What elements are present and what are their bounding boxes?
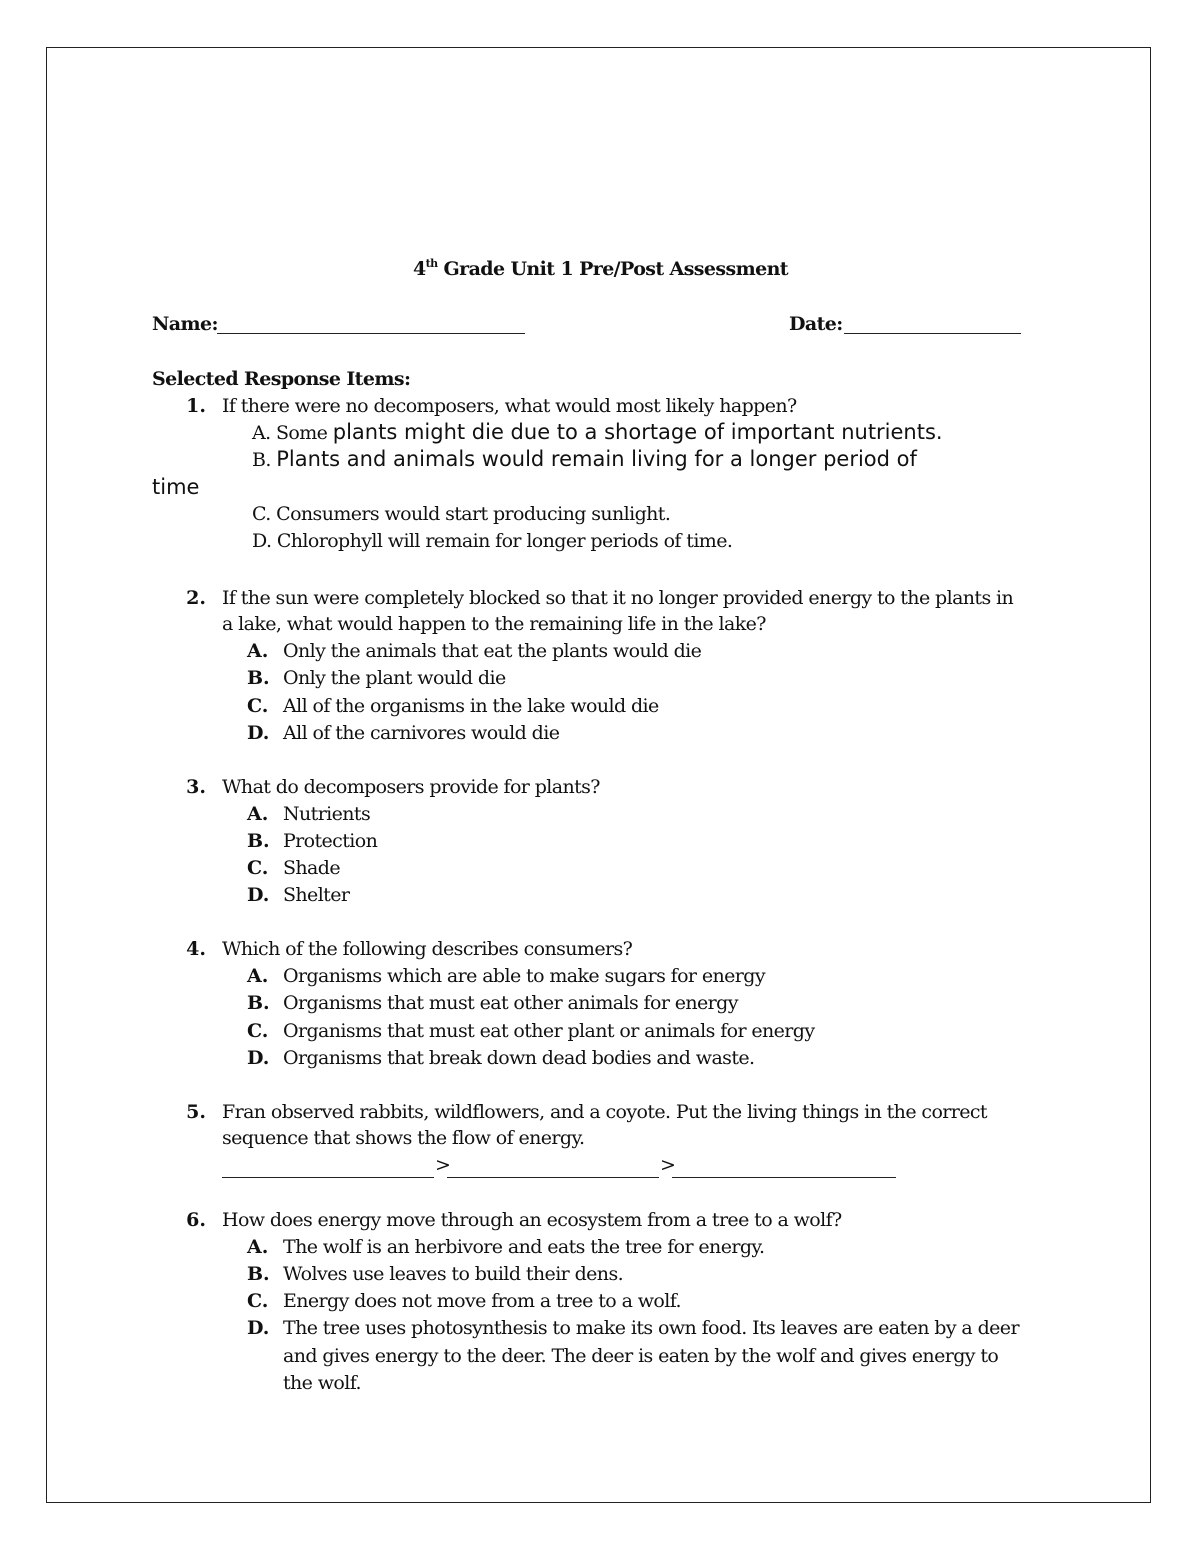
sequence-blank-2[interactable] [447, 1177, 659, 1178]
question-4-option-a-letter: A. [247, 965, 269, 987]
question-6-option-a-letter: A. [247, 1236, 269, 1258]
question-6-option-d[interactable]: The tree uses photosynthesis to make its own food. Its leaves are eaten by a deer [283, 1317, 1019, 1339]
question-1-option-d[interactable]: D. Chlorophyll will remain for longer periods of time. [252, 530, 733, 552]
question-6-text: How does energy move through an ecosystem from a tree to a wolf? [222, 1209, 842, 1231]
question-2-option-a-letter: A. [247, 640, 269, 662]
question-2-number: 2. [186, 587, 206, 609]
question-4-option-c-letter: C. [247, 1020, 269, 1042]
question-4-option-d-letter: D. [247, 1047, 270, 1069]
section-heading: Selected Response Items: [152, 368, 411, 390]
question-4-option-d[interactable]: Organisms that break down dead bodies and waste. [283, 1047, 755, 1069]
question-6-option-d-letter: D. [247, 1317, 270, 1339]
question-4-option-a[interactable]: Organisms which are able to make sugars for energy [283, 965, 765, 987]
question-5-text: Fran observed rabbits, wildflowers, and a coyote. Put the living things in the correct [222, 1101, 987, 1123]
option-letter: A [252, 422, 266, 444]
question-6-option-c[interactable]: Energy does not move from a tree to a wolf. [283, 1290, 681, 1312]
question-6-option-a[interactable]: The wolf is an herbivore and eats the tree for energy. [283, 1236, 765, 1258]
question-6-option-b[interactable]: Wolves use leaves to build their dens. [283, 1263, 624, 1285]
question-5-number: 5. [186, 1101, 206, 1123]
question-3-option-c[interactable]: Shade [283, 857, 340, 879]
sequence-arrow-2: > [660, 1154, 676, 1176]
question-4-option-b[interactable]: Organisms that must eat other animals for energy [283, 992, 738, 1014]
question-2-text: If the sun were completely blocked so that it no longer provided energy to the plants in [222, 587, 1014, 609]
question-4-option-b-letter: B. [247, 992, 270, 1014]
question-2-text-cont: a lake, what would happen to the remaining life in the lake? [222, 613, 766, 635]
question-2-option-c-letter: C. [247, 695, 269, 717]
name-label: Name: [152, 313, 218, 335]
question-4-number: 4. [186, 938, 206, 960]
question-3-option-c-letter: C. [247, 857, 269, 879]
question-6-option-b-letter: B. [247, 1263, 270, 1285]
question-3-option-d[interactable]: Shelter [283, 884, 350, 906]
question-6-number: 6. [186, 1209, 206, 1231]
sequence-blank-3[interactable] [672, 1177, 896, 1178]
question-1-option-b[interactable]: B. Plants and animals would remain living for a longer period of [252, 447, 917, 471]
question-3-option-a-letter: A. [247, 803, 269, 825]
question-1-text: If there were no decomposers, what would most likely happen? [222, 395, 797, 417]
date-field[interactable] [844, 333, 1021, 334]
question-4-text: Which of the following describes consumers? [222, 938, 633, 960]
question-1-option-a[interactable]: A. Some plants might die due to a shortage of important nutrients. [252, 420, 943, 444]
question-5-text-cont: sequence that shows the flow of energy. [222, 1127, 585, 1149]
question-3-text: What do decomposers provide for plants? [222, 776, 600, 798]
question-6-option-d-cont-2: the wolf. [283, 1372, 361, 1394]
question-3-option-b[interactable]: Protection [283, 830, 378, 852]
date-label: Date: [789, 313, 843, 335]
option-letter: B [252, 449, 266, 471]
question-1-option-c[interactable]: C. Consumers would start producing sunlight. [252, 503, 671, 525]
question-2-option-d-letter: D. [247, 722, 270, 744]
question-3-option-d-letter: D. [247, 884, 270, 906]
question-6-option-d-cont-1: and gives energy to the deer. The deer is eaten by the wolf and gives energy to [283, 1345, 999, 1367]
question-3-option-b-letter: B. [247, 830, 270, 852]
sequence-arrow-1: > [435, 1154, 451, 1176]
page-title: 4th Grade Unit 1 Pre/Post Assessment [413, 257, 788, 280]
option-letter: C [252, 503, 266, 525]
question-4-option-c[interactable]: Organisms that must eat other plant or animals for energy [283, 1020, 815, 1042]
option-letter: D [252, 530, 266, 552]
question-3-option-a[interactable]: Nutrients [283, 803, 371, 825]
question-6-option-c-letter: C. [247, 1290, 269, 1312]
question-1-number: 1. [186, 395, 206, 417]
question-1-option-b-wrap: time [152, 475, 200, 499]
question-2-option-b[interactable]: Only the plant would die [283, 667, 506, 689]
question-2-option-a[interactable]: Only the animals that eat the plants would die [283, 640, 702, 662]
question-2-option-b-letter: B. [247, 667, 270, 689]
question-2-option-d[interactable]: All of the carnivores would die [283, 722, 560, 744]
question-2-option-c[interactable]: All of the organisms in the lake would die [283, 695, 659, 717]
question-3-number: 3. [186, 776, 206, 798]
name-field[interactable] [217, 333, 525, 334]
sequence-blank-1[interactable] [222, 1177, 434, 1178]
